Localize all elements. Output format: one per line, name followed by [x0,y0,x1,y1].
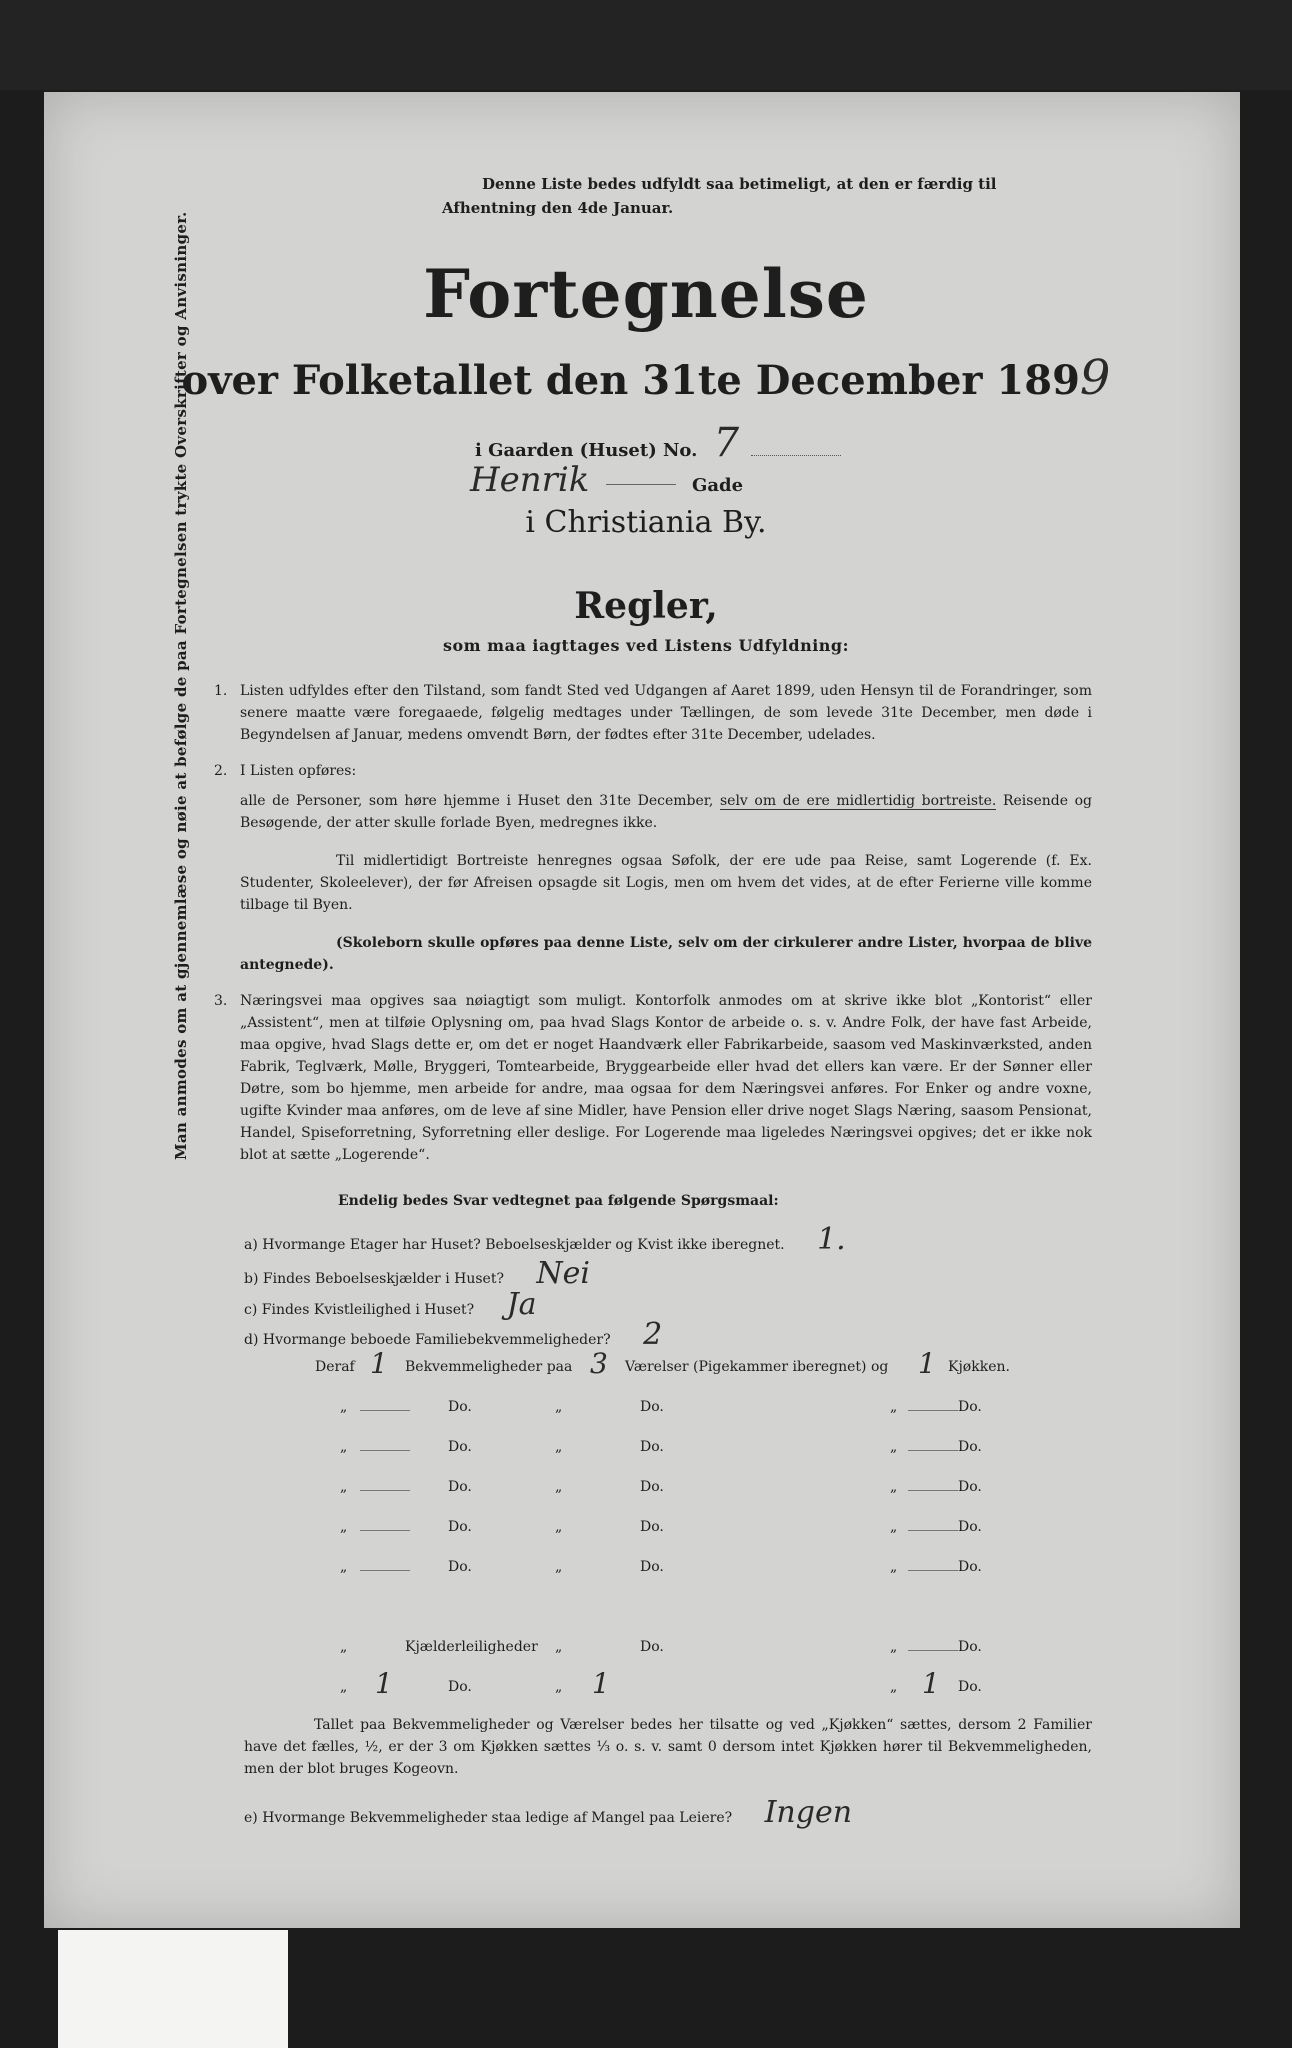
street-label: Gade [691,475,744,496]
do-mark: Do. [640,1439,664,1455]
do-mark: Do. [640,1559,664,1575]
row-1-vaer-count: 3 [590,1347,608,1380]
last-row-vaer-count: 1 [592,1667,610,1700]
vaer-label: Værelser (Pigekammer iberegnet) og [625,1359,889,1375]
quote-mark: „ [890,1519,898,1535]
street-underline [606,484,676,485]
quote-mark: „ [890,1439,898,1455]
row-1-kjok-count: 1 [918,1347,936,1380]
quote-mark: „ [340,1399,348,1415]
blank-line [908,1490,958,1491]
question-e [244,1795,852,1830]
street-value: Henrik [470,460,590,500]
rule-2-school-children: (Skoleborn skulle opføres paa denne Liste, selv om der cirkulerer andre Lister, hvorpaa de blive antegnede). [240,935,1092,973]
quote-mark: „ [555,1519,563,1535]
question-e-answer: Ingen [764,1795,853,1830]
quote-mark: „ [340,1479,348,1495]
quote-mark: „ [890,1399,898,1415]
side-instruction: Man anmodes om at gjennemlæse og nøie at befølge de paa Fortegnelsen trykte Overskrifter og Anvisninger. [172,211,190,1160]
table-row [300,1475,1020,1505]
question-b [244,1256,590,1291]
house-number-label: i Gaarden (Huset) No. [475,440,698,461]
quote-mark: „ [555,1439,563,1455]
do-mark: Do. [448,1399,472,1415]
do-mark: Do. [958,1399,982,1415]
quote-mark: „ [890,1479,898,1495]
do-mark: Do. [958,1519,982,1535]
table-row [300,1555,1020,1585]
question-e-text: e) Hvormange Bekvemmeligheder staa ledige af Mangel paa Leiere? [244,1810,733,1826]
form-title: Fortegnelse [423,255,869,333]
do-mark: Do. [448,1439,472,1455]
blank-line [360,1530,410,1531]
blank-line [360,1570,410,1571]
table-row [300,1347,1020,1385]
quote-mark: „ [340,1519,348,1535]
delivery-notice: Denne Liste bedes udfyldt saa betimeligt, at den er færdig til Afhentning den 4de Januar. [442,175,997,217]
do-mark: Do. [958,1639,982,1655]
blank-line [360,1490,410,1491]
question-a-text: a) Hvormange Etager har Huset? Beboelseskjælder og Kvist ikke iberegnet. [244,1237,785,1253]
blank-line [908,1650,958,1651]
rule-3 [214,990,1092,1166]
do-mark: Do. [448,1519,472,1535]
do-mark: Do. [640,1399,664,1415]
deraf-label: Deraf [315,1359,355,1375]
rules-title: Regler, [574,585,718,627]
question-a [244,1222,846,1257]
do-mark: Do. [640,1519,664,1535]
rule-2-persons-post: Reisende og Besøgende, der atter skulle forlade Byen, medregnes ikke. [240,793,1092,831]
quote-mark: „ [555,1639,563,1655]
house-number-value: 7 [713,420,740,466]
quote-mark: „ [340,1439,348,1455]
quote-mark: „ [340,1639,348,1655]
rule-2-number: 2. [214,763,228,779]
do-mark: Do. [448,1679,472,1695]
rule-2-temporary-absent: Til midlertidigt Bortreiste henregnes ogsaa Søfolk, der ere ude paa Reise, samt Logerende (f. Ex. Studenter, Skoleelever), der før Afreisen opsagde sit Logis, men om hvem det vides, at de efter Ferierne ville komme tilbage til Byen. [240,853,1092,913]
do-mark: Do. [958,1479,982,1495]
city-line: i Christiania By. [525,505,767,540]
rule-1-number: 1. [214,683,228,699]
do-mark: Do. [640,1479,664,1495]
subtitle-text: over Folketallet den 31te December 189 [181,357,1080,404]
blank-line [360,1410,410,1411]
rule-2-persons-text: alle de Personer, som høre hjemme i Huset den 31te December, [240,793,714,809]
quote-mark: „ [890,1639,898,1655]
table-row [300,1395,1020,1425]
table-row [300,1515,1020,1545]
question-b-text: b) Findes Beboelseskjælder i Huset? [244,1271,504,1287]
quote-mark: „ [555,1479,563,1495]
rules-subtitle: som maa iagttages ved Listens Udfyldning: [442,636,849,655]
blank-line [908,1530,958,1531]
rule-3-text: Næringsvei maa opgives saa nøiagtigt som muligt. Kontorfolk anmodes om at skrive ikke blot „Kontorist“ eller „Assistent“, men at tilføie Oplysning om, paa hvad Slags Kontor de arbeide o. s. v. Andre Folk, der have fast Arbeide, maa opgive, hvad Slags dette er, om det er noget Haandværk eller Fabrikarbeide, saasom ved Maskinværksted, anden Fabrik, Teglværk, Mølle, Bryggeri, Tomtearbeide, Bryggearbeide eller hvad det ellers kan være. Er der Sønner eller Døtre, som bo hjemme, men arbeide for andre, maa ogsaa for dem Næringsvei anføres. For Enker og andre voxne, ugifte Kvinder maa anføres, om de leve af sine Midler, have Pension eller drive noget Slags Næring, saasom Pensionat, Handel, Spiseforretning, Syforretning eller deslige. For Logerende maa ligeledes Næringsvei opgives; det er ikke nok blot at sætte „Logerende“. [240,993,1092,1163]
rule-1 [214,680,1092,746]
rule-2 [214,760,1092,782]
blank-line [908,1570,958,1571]
do-mark: Do. [448,1479,472,1495]
question-a-answer: 1. [817,1222,846,1257]
scanner-border-top [0,0,1292,90]
kjelder-label: Kjælderleiligheder [405,1639,538,1655]
question-d-text: d) Hvormange beboede Familiebekvemmeligheder? [244,1332,611,1348]
quote-mark: „ [890,1679,898,1695]
rule-3-number: 3. [214,993,228,1009]
kitchen-note: Tallet paa Bekvemmeligheder og Værelser bedes her tilsatte og ved „Kjøkken“ sættes, dersom 2 Familier have det fælles, ½, er der 3 om Kjøkken sættes ⅓ o. s. v. samt 0 dersom intet Kjøkken hører til Bekvemmeligheden, men der blot bruges Kogeovn. [244,1717,1092,1777]
question-c-answer: Ja [506,1287,537,1322]
blank-line [908,1450,958,1451]
rule-2-persons [240,790,1092,834]
bekv-label: Bekvemmeligheder paa [405,1359,573,1375]
rule-2-underlined-text: selv om de ere midlertidig bortreiste. [719,793,997,809]
form-subtitle [0,350,1292,406]
do-mark: Do. [958,1439,982,1455]
quote-mark: „ [555,1679,563,1695]
blank-line [908,1410,958,1411]
do-mark: Do. [958,1559,982,1575]
rule-1-text: Listen udfyldes efter den Tilstand, som fandt Sted ved Udgangen af Aaret 1899, uden Hensyn til de Forandringer, som senere maatte være foregaaede, følgelig medtages under Tællingen, de som levede 31te December, men døde i Begyndelsen af Januar, medens omvendt Børn, der fødtes efter 31te December, udelades. [240,683,1092,743]
question-d-answer: 2 [643,1317,663,1352]
street-line [470,460,743,500]
kjok-label: Kjøkken. [948,1359,1010,1375]
row-1-bekv-count: 1 [370,1347,388,1380]
last-row-bekv-count: 1 [375,1667,393,1700]
blank-line [360,1450,410,1451]
last-row-kjok-count: 1 [922,1667,940,1700]
do-mark: Do. [958,1679,982,1695]
quote-mark: „ [555,1559,563,1575]
do-mark: Do. [640,1639,664,1655]
year-handwritten: 9 [1079,350,1111,406]
rule-2-text: I Listen opføres: [240,763,357,779]
house-number-dotted-line [751,455,841,456]
question-b-answer: Nei [536,1256,591,1291]
table-row [300,1667,1020,1705]
table-row [300,1635,1020,1665]
scanner-white-patch [58,1930,288,2048]
quote-mark: „ [890,1559,898,1575]
question-c-text: c) Findes Kvistleilighed i Huset? [244,1302,475,1318]
quote-mark: „ [555,1399,563,1415]
quote-mark: „ [340,1679,348,1695]
questions-heading: Endelig bedes Svar vedtegnet paa følgende Spørgsmaal: [338,1193,779,1209]
quote-mark: „ [340,1559,348,1575]
do-mark: Do. [448,1559,472,1575]
table-row [300,1435,1020,1465]
